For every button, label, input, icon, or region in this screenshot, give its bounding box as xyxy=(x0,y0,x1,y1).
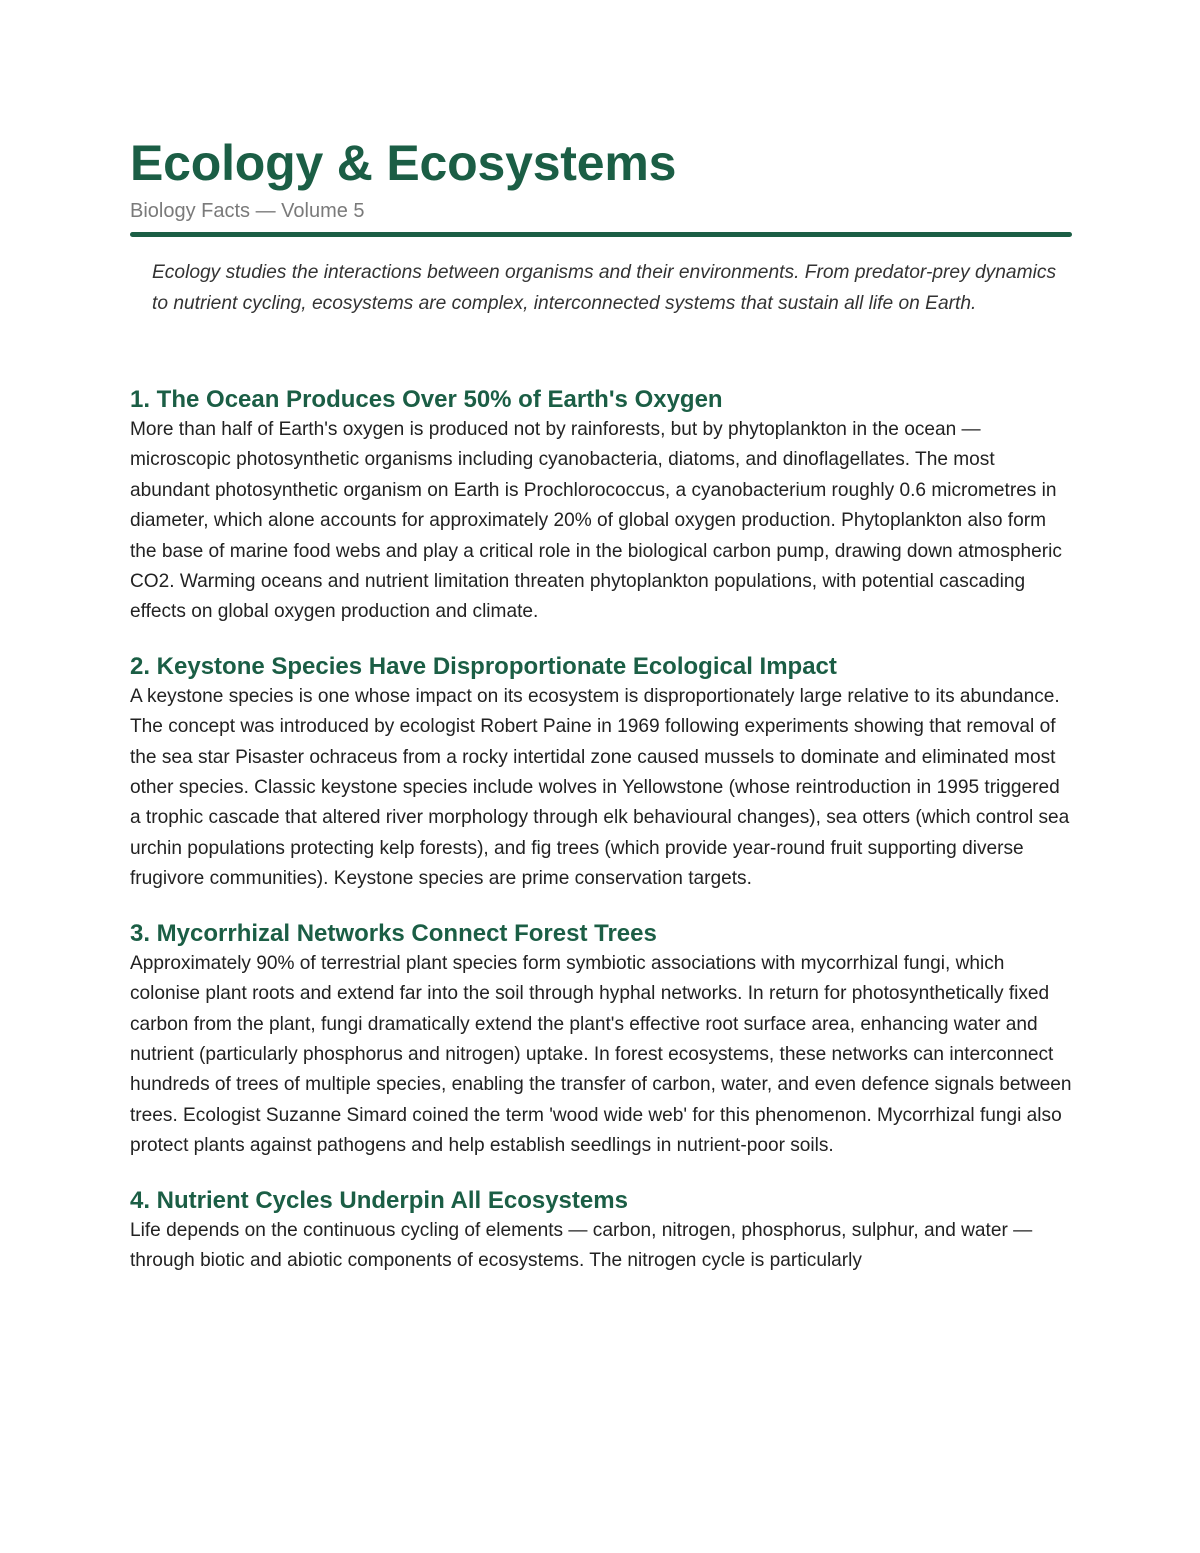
section-heading: 2. Keystone Species Have Disproportionate Ecological Impact xyxy=(130,652,837,680)
fact-section-3 xyxy=(130,918,1072,1162)
section-body: A keystone species is one whose impact on its ecosystem is disproportionately large relative to its abundance. The concept was introduced by ecologist Robert Paine in 1969 following experiments showing that removal of the sea star Pisaster ochraceus from a rocky intertidal zone caused mussels to dominate and eliminated most other species. Classic keystone species include wolves in Yellowstone (whose reintroduction in 1995 triggered a trophic cascade that altered river morphology through elk behavioural changes), sea otters (which control sea urchin populations protecting kelp forests), and fig trees (which provide year-round fruit supporting diverse frugivore communities). Keystone species are prime conservation targets. xyxy=(130,685,1070,890)
document-subtitle: Biology Facts — Volume 5 xyxy=(130,200,365,222)
section-body: Life depends on the continuous cycling of elements — carbon, nitrogen, phosphorus, sulphur, and water — through biotic and abiotic components of ecosystems. The nitrogen cycle is particularly xyxy=(130,1219,1033,1271)
fact-section-4 xyxy=(130,1185,1072,1277)
title-divider xyxy=(130,232,1072,237)
section-heading: 3. Mycorrhizal Networks Connect Forest Trees xyxy=(130,919,657,947)
fact-sections xyxy=(130,384,1072,1276)
document-page xyxy=(130,132,1072,1299)
fact-section-1 xyxy=(130,384,1072,628)
section-body: More than half of Earth's oxygen is produced not by rainforests, but by phytoplankton in the ocean — microscopic photosynthetic organisms including cyanobacteria, diatoms, and dinoflagellates. The most abundant photosynthetic organism on Earth is Prochlorococcus, a cyanobacterium roughly 0.6 micrometres in diameter, which alone accounts for approximately 20% of global oxygen production. Phytoplankton also form the base of marine food webs and play a critical role in the biological carbon pump, drawing down atmospheric CO2. Warming oceans and nutrient limitation threaten phytoplankton populations, with potential cascading effects on global oxygen production and climate. xyxy=(130,419,1062,623)
section-heading: 4. Nutrient Cycles Underpin All Ecosystems xyxy=(130,1186,628,1214)
fact-section-2 xyxy=(130,651,1072,895)
intro-paragraph: Ecology studies the interactions between organisms and their environments. From predator-prey dynamics to nutrient cycling, ecosystems are complex, interconnected systems that sustain all life on Earth. xyxy=(152,262,1057,314)
section-body: Approximately 90% of terrestrial plant species form symbiotic associations with mycorrhizal fungi, which colonise plant roots and extend far into the soil through hyphal networks. In return for photosynthetically fixed carbon from the plant, fungi dramatically extend the plant's effective root surface area, enhancing water and nutrient (particularly phosphorus and nitrogen) uptake. In forest ecosystems, these networks can interconnect hundreds of trees of multiple species, enabling the transfer of carbon, water, and even defence signals between trees. Ecologist Suzanne Simard coined the term 'wood wide web' for this phenomenon. Mycorrhizal fungi also protect plants against pathogens and help establish seedlings in nutrient-poor soils. xyxy=(130,952,1072,1157)
section-heading: 1. The Ocean Produces Over 50% of Earth's Oxygen xyxy=(130,386,723,413)
document-title: Ecology & Ecosystems xyxy=(130,135,677,191)
